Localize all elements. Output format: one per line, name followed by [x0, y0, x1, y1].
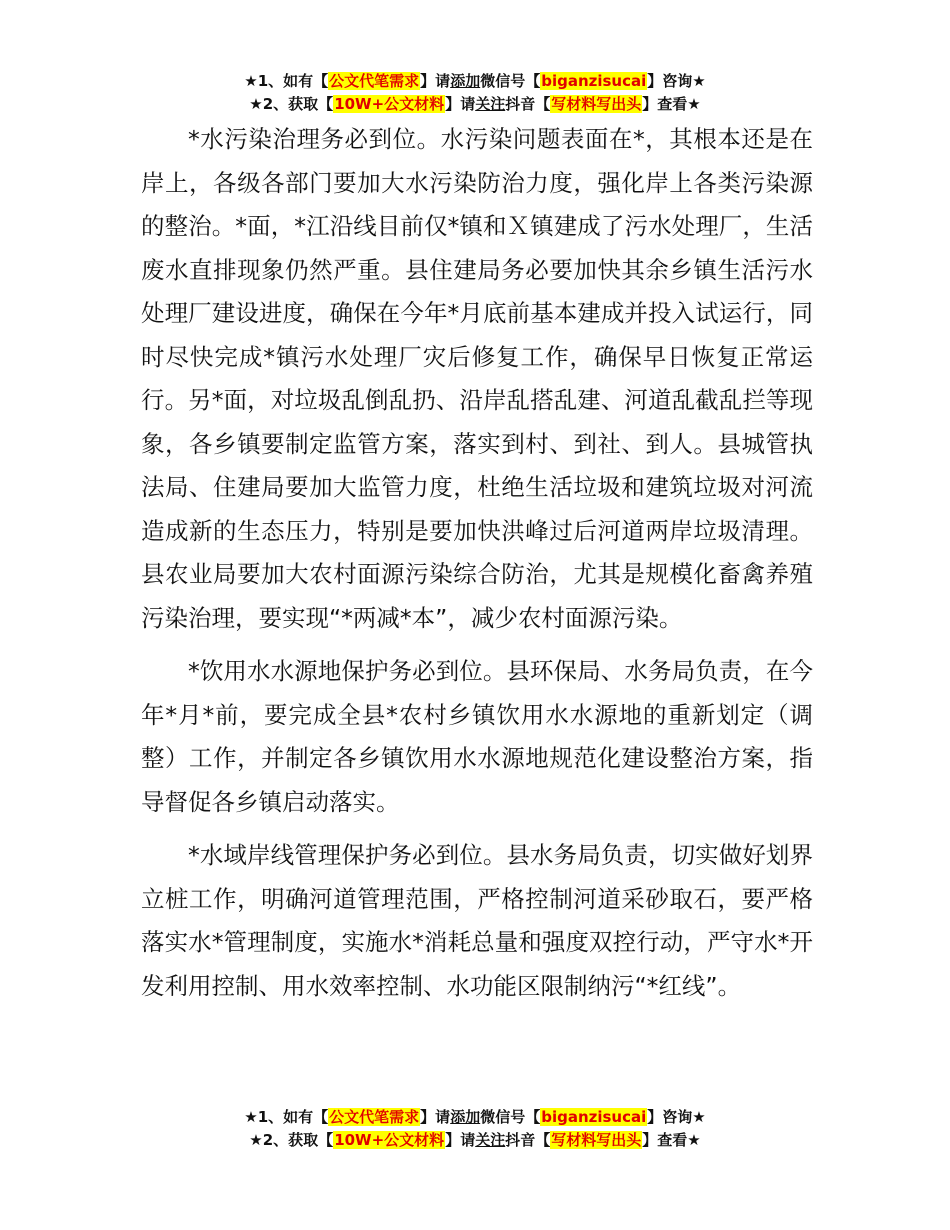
header-banner [0, 70, 950, 116]
banner-text: 】咨询★ [647, 72, 706, 90]
banner-text: 】咨询★ [647, 1108, 706, 1126]
douyin-highlight: 写材料写出头 [551, 1131, 642, 1149]
banner-text: 抖音【 [505, 1131, 551, 1149]
banner-text: 】查看★ [642, 1131, 701, 1149]
underlined-text: 关注 [475, 95, 506, 113]
footer-banner [0, 1106, 950, 1152]
document-body [141, 118, 813, 1018]
highlight-text: 公文代笔需求 [329, 1108, 420, 1126]
banner-text: 】请 [445, 1131, 476, 1149]
banner-text: 微信号【 [480, 1108, 541, 1126]
underlined-text: 添加 [450, 1108, 481, 1126]
banner-text: ★1、如有【 [244, 72, 329, 90]
highlight-text: 公文代笔需求 [329, 72, 420, 90]
underlined-text: 添加 [450, 72, 481, 90]
paragraph-shoreline: *水域岸线管理保护务必到位。县水务局负责，切实做好划界立桩工作，明确河道管理范围，严格控制河道采砂取石，要严格落实水*管理制度，实施水*消耗总量和强度双控行动，严守水*开发利用控制、用水效率控制、水功能区限制纳污“*红线”。 [141, 841, 813, 1000]
banner-text: ★1、如有【 [244, 1108, 329, 1126]
banner-text: 抖音【 [505, 95, 551, 113]
banner-text: 】请 [420, 72, 451, 90]
banner-line-1 [0, 70, 950, 93]
banner-text: ★2、获取【 [249, 95, 334, 113]
paragraph-water-source: *饮用水水源地保护务必到位。县环保局、水务局负责，在今年*月*前，要完成全县*农村乡镇饮用水水源地的重新划定（调整）工作，并制定各乡镇饮用水水源地规范化建设整治方案，指导督促各乡镇启动落实。 [141, 657, 813, 816]
banner-line-2 [0, 1129, 950, 1152]
banner-text: 微信号【 [480, 72, 541, 90]
highlight-text: 10W+公文材料 [334, 1131, 445, 1149]
banner-text: 】查看★ [642, 95, 701, 113]
banner-line-2 [0, 93, 950, 116]
banner-text: 】请 [445, 95, 476, 113]
paragraph-water-pollution: *水污染治理务必到位。水污染问题表面在*，其根本还是在岸上，各级各部门要加大水污染防治力度，强化岸上各类污染源的整治。*面，*江沿线目前仅*镇和Ｘ镇建成了污水处理厂，生活废水直排现象仍然严重。县住建局务必要加快其余乡镇生活污水处理厂建设进度，确保在今年*月底前基本建成并投入试运行，同时尽快完成*镇污水处理厂灾后修复工作，确保早日恢复正常运行。另*面，对垃圾乱倒乱扔、沿岸乱搭乱建、河道乱截乱拦等现象，各乡镇要制定监管方案，落实到村、到社、到人。县城管执法局、住建局要加大监管力度，杜绝生活垃圾和建筑垃圾对河流造成新的生态压力，特别是要加快洪峰过后河道两岸垃圾清理。县农业局要加大农村面源污染综合防治，尤其是规模化畜禽养殖污染治理，要实现“*两减*本”，减少农村面源污染。 [141, 125, 813, 632]
banner-text: 】请 [420, 1108, 451, 1126]
underlined-text: 关注 [475, 1131, 506, 1149]
banner-line-1 [0, 1106, 950, 1129]
banner-text: ★2、获取【 [249, 1131, 334, 1149]
wechat-id-highlight: biganzisucai [541, 72, 647, 90]
douyin-highlight: 写材料写出头 [551, 95, 642, 113]
wechat-id-highlight: biganzisucai [541, 1108, 647, 1126]
highlight-text: 10W+公文材料 [334, 95, 445, 113]
